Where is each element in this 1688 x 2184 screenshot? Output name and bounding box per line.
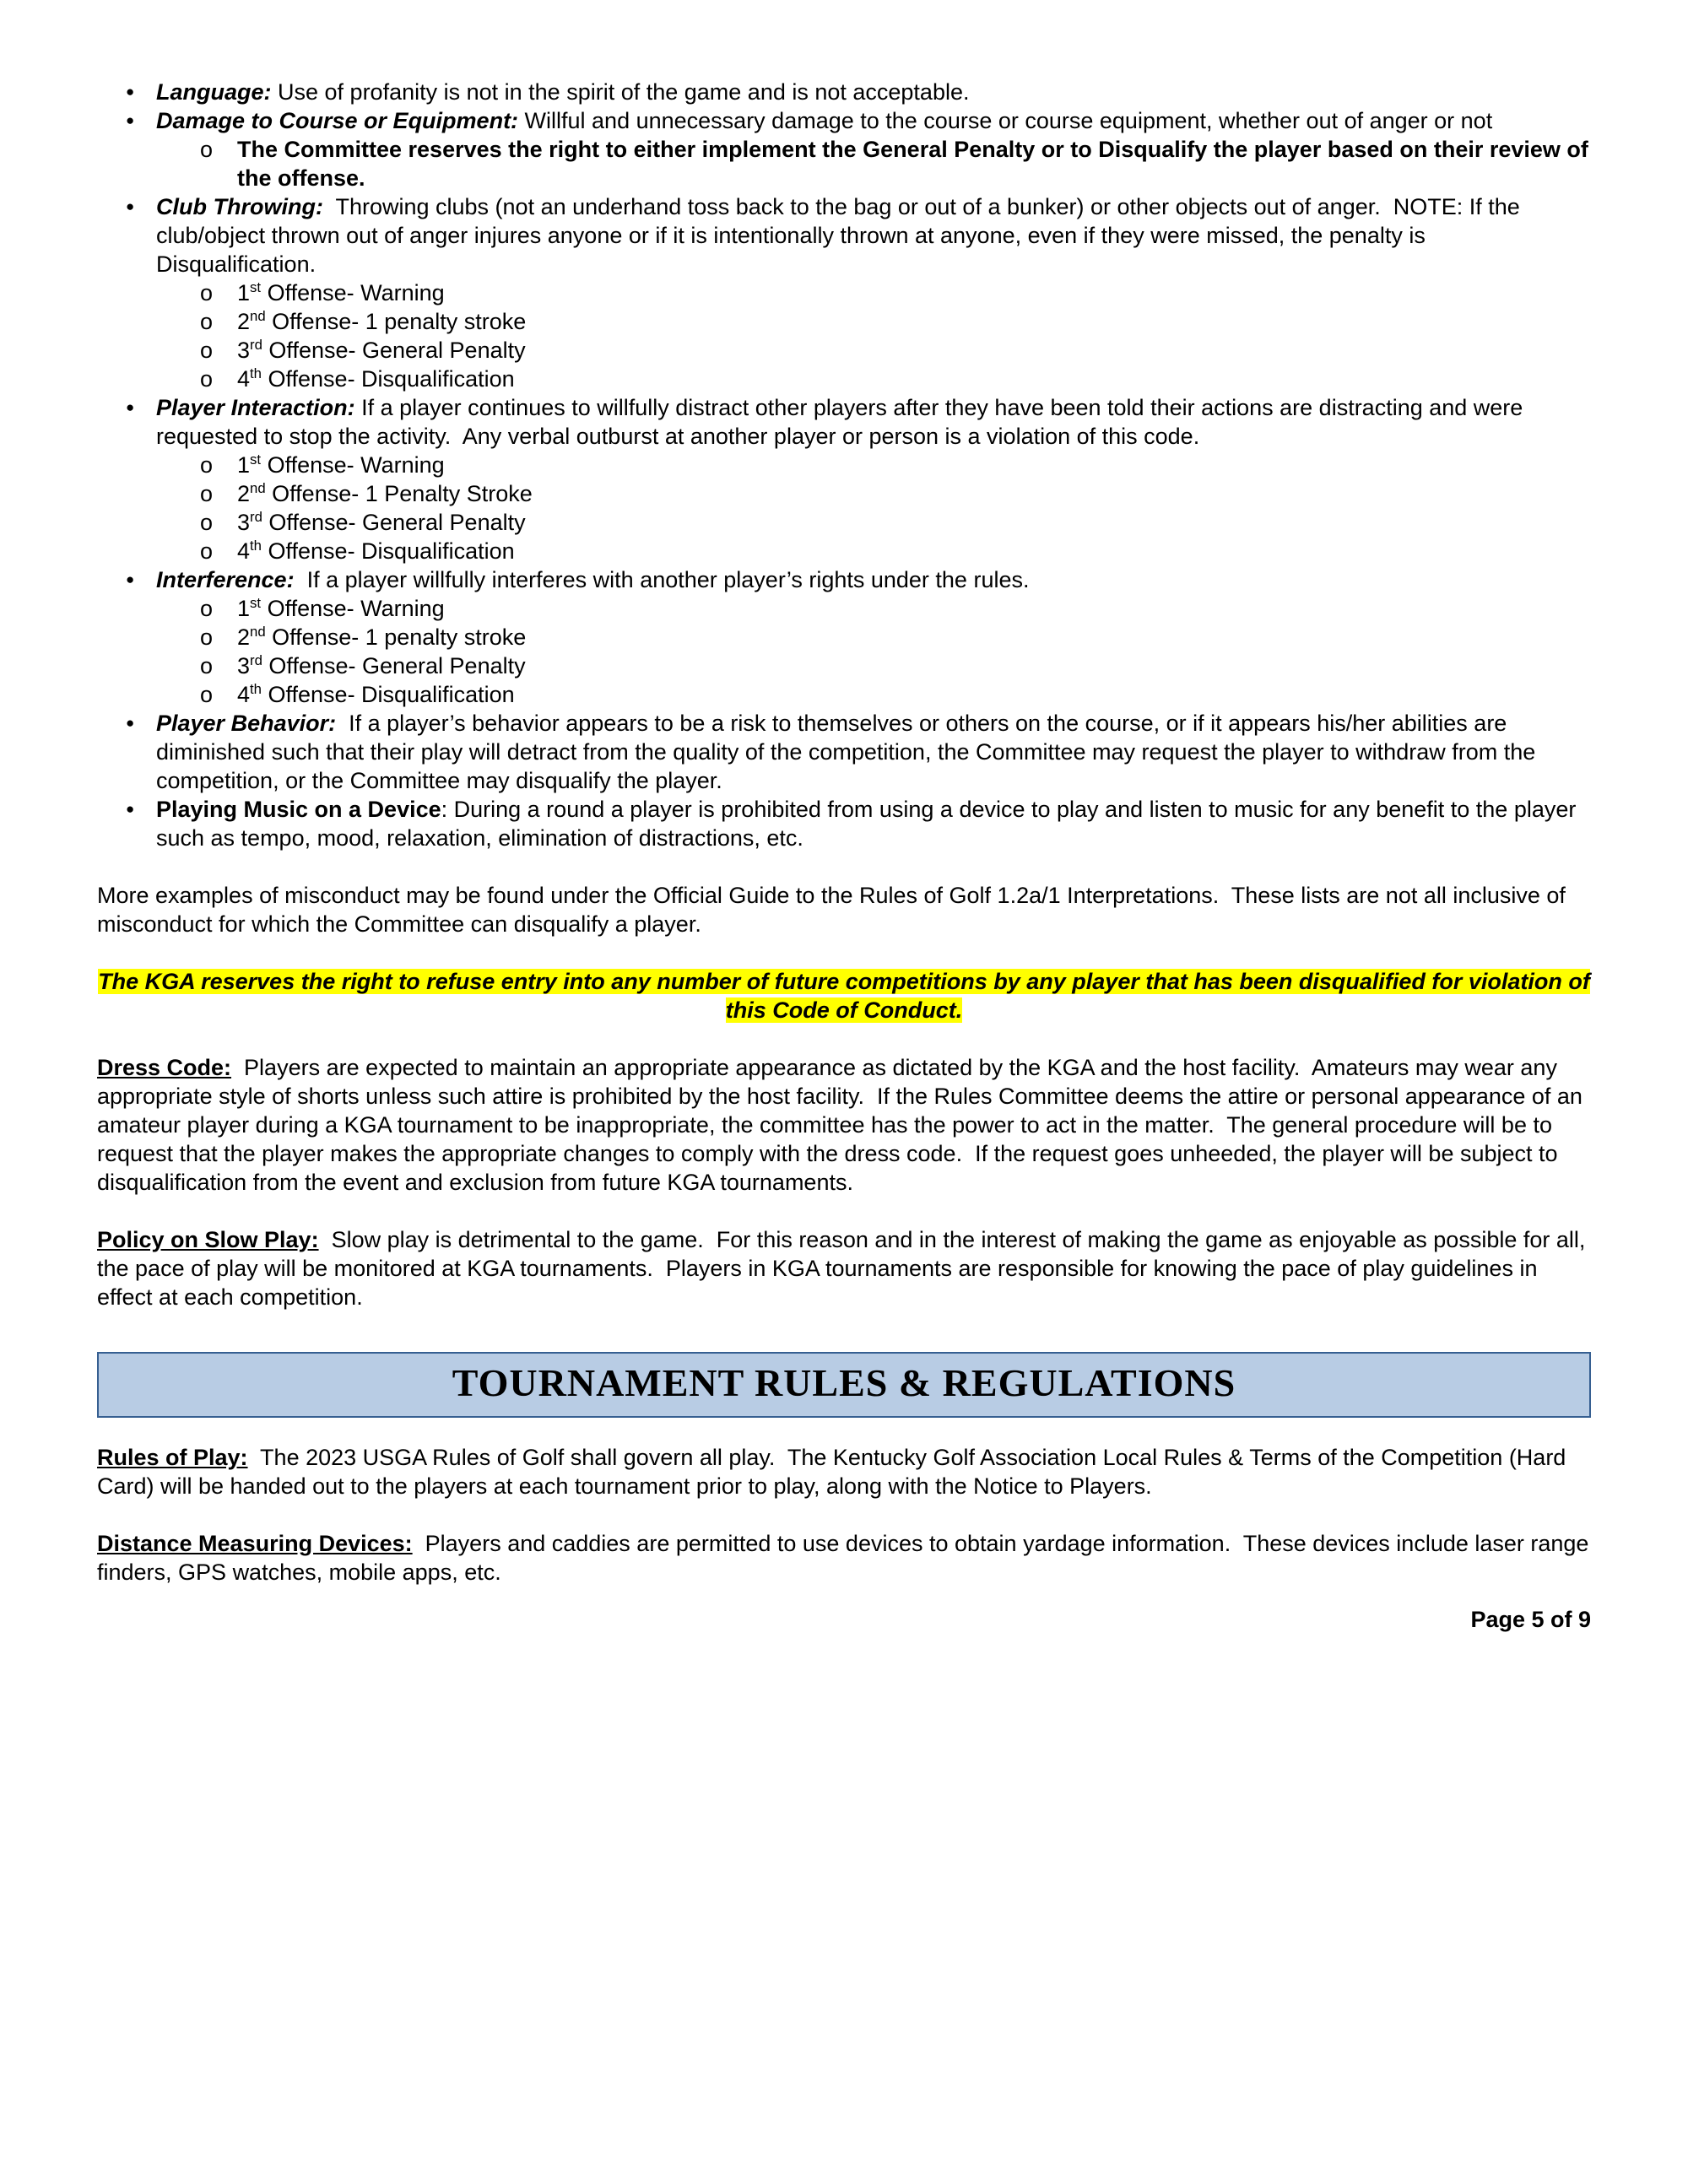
sub-text: 2nd Offense- 1 penalty stroke — [237, 308, 527, 334]
sub-item — [200, 479, 1591, 508]
sub-marker-icon: o — [200, 624, 214, 650]
sub-marker-icon: o — [200, 309, 214, 334]
bullet-item-club-throwing — [97, 192, 1591, 393]
sub-text: 1st Offense- Warning — [237, 595, 445, 621]
section-heading: Rules of Play: — [97, 1445, 248, 1470]
sub-text: 3rd Offense- General Penalty — [237, 652, 526, 678]
sub-marker-icon: o — [200, 366, 214, 392]
section-body: Players and caddies are permitted to use devices to obtain yardage information. These devices include laser range finders, GPS watches, mobile apps, etc. — [97, 1531, 1595, 1585]
sub-item — [200, 594, 1591, 623]
bullet-marker-icon: ● — [126, 399, 135, 415]
bullet-body: If a player continues to willfully distract other players after they have been told their actions are distracting and were requested to stop the activity. Any verbal outburst at another player or person is a violation of this code. — [156, 395, 1529, 449]
sub-text: 3rd Offense- General Penalty — [237, 337, 526, 363]
bullet-row — [97, 192, 1591, 278]
banner-title: TOURNAMENT RULES & REGULATIONS — [452, 1361, 1236, 1404]
bullet-body: If a player willfully interferes with another player’s rights under the rules. — [294, 567, 1030, 592]
bullet-text — [156, 393, 1591, 451]
sub-text: The Committee reserves the right to either implement the General Penalty or to Disqualify the player based on their review of the offense. — [237, 137, 1595, 191]
section-heading: Dress Code: — [97, 1055, 232, 1080]
bullet-item-damage-to-course — [97, 106, 1595, 192]
bullet-marker-icon: ● — [126, 801, 135, 817]
page-number: Page 5 of 9 — [1470, 1607, 1591, 1632]
ordinal-suffix: th — [250, 538, 262, 554]
section-distance-measuring-devices — [97, 1529, 1595, 1587]
bullet-lead: Player Interaction: — [156, 395, 355, 420]
section-rules-of-play — [97, 1443, 1591, 1500]
sub-marker-icon: o — [200, 452, 214, 478]
bullet-marker-icon: ● — [126, 84, 135, 100]
section-heading: Policy on Slow Play: — [97, 1227, 319, 1252]
sub-item — [200, 651, 1591, 680]
bullet-item-playing-music — [97, 795, 1591, 852]
sub-marker-icon: o — [200, 596, 214, 621]
ordinal-suffix: st — [250, 279, 262, 295]
sub-item — [200, 623, 1591, 651]
bullet-marker-icon: ● — [126, 571, 135, 587]
section-body: The 2023 USGA Rules of Golf shall govern all play. The Kentucky Golf Association Local Rules & Terms of the Competition (Hard Card) will be handed out to the players at each tournament prior to play, along with the Notice to Players. — [97, 1445, 1572, 1499]
bullet-text — [156, 565, 1591, 594]
bullet-item-player-interaction — [97, 393, 1591, 565]
bullet-body: If a player’s behavior appears to be a risk to themselves or others on the course, or if it appears his/her abilities are diminished such that their play will detract from the quality of the competition, the Committee may request the player to withdraw from the competition, or the Committee may disqualify the player. — [156, 711, 1542, 793]
section-body: Players are expected to maintain an appropriate appearance as dictated by the KGA and the host facility. Amateurs may wear any appropriate style of shorts unless such attire is prohibited by the host facility. If the Rules Committee deems the attire or personal appearance of an amateur player during a KGA tournament to be inappropriate, the committee has the power to act in the matter. The general procedure will be to request that the player makes the appropriate changes to comply with the dress code. If the request goes unheeded, the player will be subject to disqualification from the event and exclusion from future KGA tournaments. — [97, 1055, 1589, 1195]
sub-marker-icon: o — [200, 280, 214, 305]
sub-item — [200, 278, 1591, 307]
bullet-text — [156, 709, 1591, 795]
sub-marker-icon: o — [200, 653, 214, 678]
bullet-row — [97, 795, 1591, 852]
bullet-text — [156, 106, 1591, 135]
tournament-rules-banner — [97, 1352, 1591, 1418]
ordinal-suffix: rd — [250, 337, 262, 353]
bullet-row — [97, 106, 1591, 135]
ordinal-suffix: st — [250, 595, 262, 611]
bullet-lead: Interference: — [156, 567, 295, 592]
sub-marker-icon: o — [200, 682, 214, 707]
bullet-body: Use of profanity is not in the spirit of the game and is not acceptable. — [271, 79, 970, 105]
bullet-body: Willful and unnecessary damage to the course or course equipment, whether out of anger or not — [518, 108, 1493, 133]
bullet-item-interference — [97, 565, 1591, 709]
sub-text: 1st Offense- Warning — [237, 451, 445, 478]
highlighted-text: The KGA reserves the right to refuse entry into any number of future competitions by any player that has been disqualified for violation of this Code of Conduct. — [98, 969, 1590, 1023]
bullet-item-language — [97, 78, 1591, 106]
bullet-text — [156, 795, 1591, 852]
sub-item — [200, 336, 1591, 365]
sub-item — [200, 451, 1591, 479]
misconduct-note: More examples of misconduct may be found under the Official Guide to the Rules of Golf 1.2a/1 Interpretations. These lists are not all inclusive of misconduct for which the Committee can disqualify a player. — [97, 883, 1572, 937]
ordinal-suffix: th — [250, 681, 262, 697]
bullet-lead: Club Throwing: — [156, 194, 323, 219]
sub-marker-icon: o — [200, 338, 214, 363]
sub-text: 3rd Offense- General Penalty — [237, 509, 526, 535]
bullet-row — [97, 565, 1591, 594]
sub-item — [200, 307, 1591, 336]
sub-marker-icon: o — [200, 538, 214, 564]
sub-text: 2nd Offense- 1 penalty stroke — [237, 624, 527, 650]
sub-marker-icon: o — [200, 137, 214, 162]
bullet-row — [97, 393, 1591, 451]
sub-item — [200, 135, 1595, 192]
bullet-lead: Playing Music on a Device — [156, 797, 441, 822]
ordinal-suffix: nd — [250, 308, 266, 324]
section-heading: Distance Measuring Devices: — [97, 1531, 413, 1556]
ordinal-suffix: st — [250, 451, 262, 468]
sub-item — [200, 365, 1591, 393]
sub-text: 4th Offense- Disqualification — [237, 365, 515, 392]
bullet-row — [97, 78, 1591, 106]
ordinal-suffix: rd — [250, 509, 262, 525]
sub-text: 2nd Offense- 1 Penalty Stroke — [237, 480, 533, 506]
section-dress-code — [97, 1053, 1591, 1197]
bullet-marker-icon: ● — [126, 198, 135, 214]
ordinal-suffix: rd — [250, 652, 262, 668]
bullet-lead: Player Behavior: — [156, 711, 337, 736]
bullet-lead: Damage to Course or Equipment: — [156, 108, 519, 133]
sub-marker-icon: o — [200, 481, 214, 506]
section-body: Slow play is detrimental to the game. For this reason and in the interest of making the game as enjoyable as possible for all, the pace of play will be monitored at KGA tournaments. Players in KGA tournaments are responsible for knowing the pace of play guidelines in effect at each competition. — [97, 1227, 1592, 1310]
sub-text: 4th Offense- Disqualification — [237, 681, 515, 707]
bullet-body: : During a round a player is prohibited from using a device to play and listen to music for any benefit to the player such as tempo, mood, relaxation, elimination of distractions, etc. — [156, 797, 1582, 851]
rules-sections — [97, 1443, 1595, 1587]
sub-item — [200, 508, 1591, 537]
sub-text: 1st Offense- Warning — [237, 279, 445, 305]
bullet-marker-icon: ● — [126, 715, 135, 731]
policy-sections — [97, 1053, 1591, 1311]
ordinal-suffix: nd — [250, 624, 266, 640]
bullet-body: Throwing clubs (not an underhand toss back to the bag or out of a bunker) or other objects out of anger. NOTE: If the club/object thrown out of anger injures anyone or if it is intentionally thrown at anyone, even if they were missed, the penalty is Disqualification. — [156, 194, 1527, 277]
bullet-text — [156, 192, 1591, 278]
bullet-marker-icon: ● — [126, 112, 135, 128]
section-policy-on-slow-play — [97, 1225, 1591, 1311]
bullet-item-player-behavior — [97, 709, 1591, 795]
ordinal-suffix: th — [250, 365, 262, 381]
bullet-text — [156, 78, 1591, 106]
code-of-conduct-list — [97, 78, 1595, 852]
ordinal-suffix: nd — [250, 480, 266, 496]
bullet-row — [97, 709, 1591, 795]
disqualification-notice — [97, 967, 1591, 1024]
bullet-lead: Language: — [156, 79, 272, 105]
sub-marker-icon: o — [200, 510, 214, 535]
sub-item — [200, 680, 1591, 709]
sub-item — [200, 537, 1591, 565]
sub-text: 4th Offense- Disqualification — [237, 538, 515, 564]
